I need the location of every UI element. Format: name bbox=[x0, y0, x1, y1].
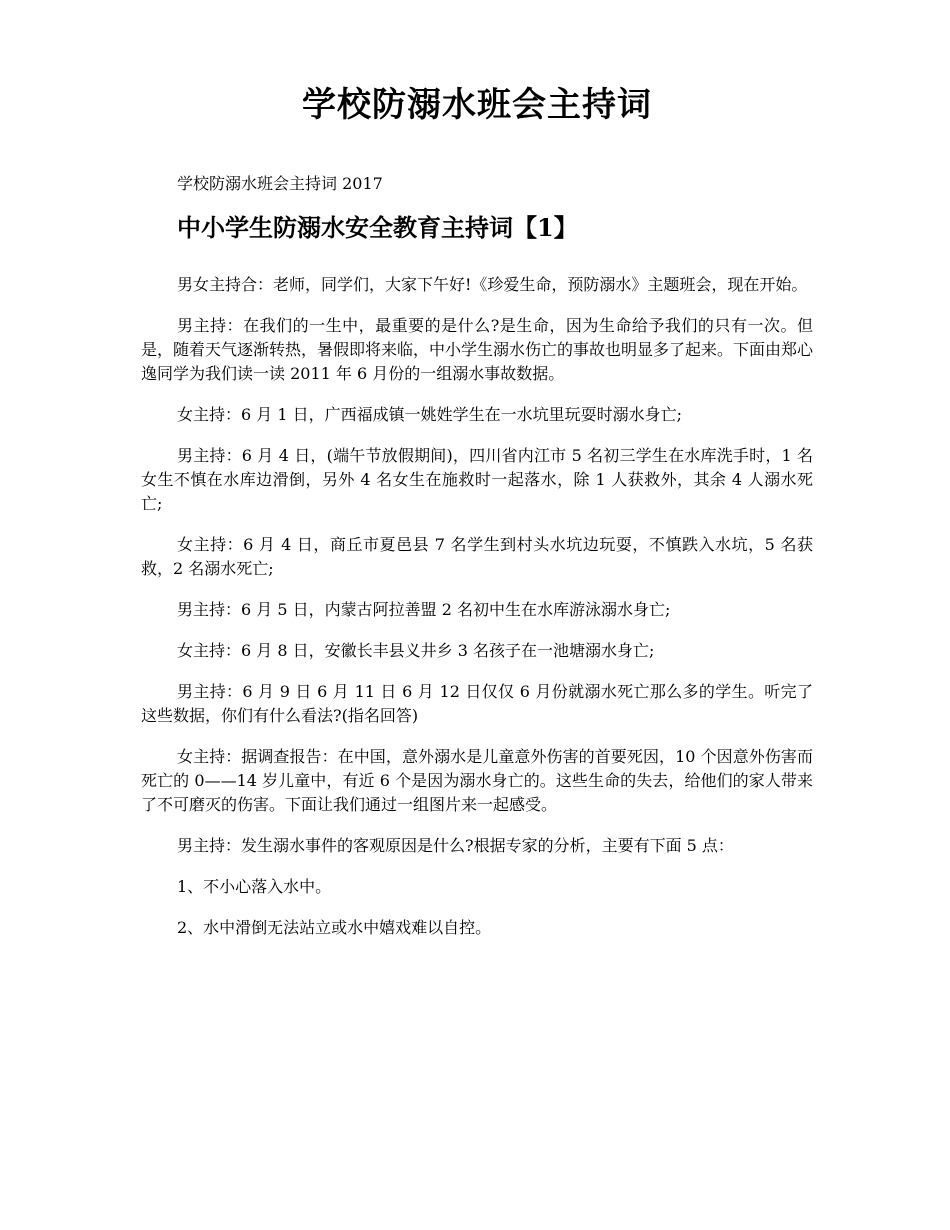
document-body bbox=[141, 273, 813, 940]
paragraph: 2、水中滑倒无法站立或水中嬉戏难以自控。 bbox=[177, 918, 492, 937]
document-title: 学校防溺水班会主持词 bbox=[302, 85, 652, 125]
paragraph: 1、不小心落入水中。 bbox=[177, 877, 332, 896]
paragraph: 男主持：6 月 9 日 6 月 11 日 6 月 12 日仅仅 6 月份就溺水死亡那么多的学生。听完了这些数据，你们有什么看法?(指名回答) bbox=[141, 682, 813, 725]
paragraph: 女主持：据调查报告：在中国，意外溺水是儿童意外伤害的首要死因，10 个因意外伤害而死亡的 0——14 岁儿童中，有近 6 个是因为溺水身亡的。这些生命的失去，给他们的家人带来了不可磨灭的伤害。下面让我们通过一组图片来一起感受。 bbox=[141, 747, 813, 814]
paragraph: 女主持：6 月 8 日，安徽长丰县义井乡 3 名孩子在一池塘溺水身亡; bbox=[177, 641, 655, 660]
paragraph: 男主持：6 月 5 日，内蒙古阿拉善盟 2 名初中生在水库游泳溺水身亡; bbox=[177, 600, 671, 619]
paragraph: 女主持：6 月 1 日，广西福成镇一姚姓学生在一水坑里玩耍时溺水身亡; bbox=[177, 405, 683, 424]
paragraph: 男女主持合：老师，同学们，大家下午好!《珍爱生命，预防溺水》主题班会，现在开始。 bbox=[177, 275, 808, 294]
paragraph: 男主持：6 月 4 日，(端午节放假期间)，四川省内江市 5 名初三学生在水库洗手时，1 名女生不慎在水库边滑倒，另外 4 名女生在施救时一起落水，除 1 人获救外，其余 4 人溺水死亡; bbox=[141, 446, 813, 513]
paragraph: 女主持：6 月 4 日，商丘市夏邑县 7 名学生到村头水坑边玩耍，不慎跌入水坑，5 名获救，2 名溺水死亡; bbox=[141, 535, 813, 578]
document-page bbox=[141, 0, 813, 940]
section-heading: 中小学生防溺水安全教育主持词【1】 bbox=[177, 213, 578, 242]
document-subtitle: 学校防溺水班会主持词 2017 bbox=[177, 174, 383, 193]
paragraph: 男主持：在我们的一生中，最重要的是什么?是生命，因为生命给予我们的只有一次。但是，随着天气逐渐转热，暑假即将来临，中小学生溺水伤亡的事故也明显多了起来。下面由郑心逸同学为我们读一读 2011 年 6 月份的一组溺水事故数据。 bbox=[141, 316, 814, 383]
paragraph: 男主持：发生溺水事件的客观原因是什么?根据专家的分析，主要有下面 5 点： bbox=[177, 836, 734, 855]
